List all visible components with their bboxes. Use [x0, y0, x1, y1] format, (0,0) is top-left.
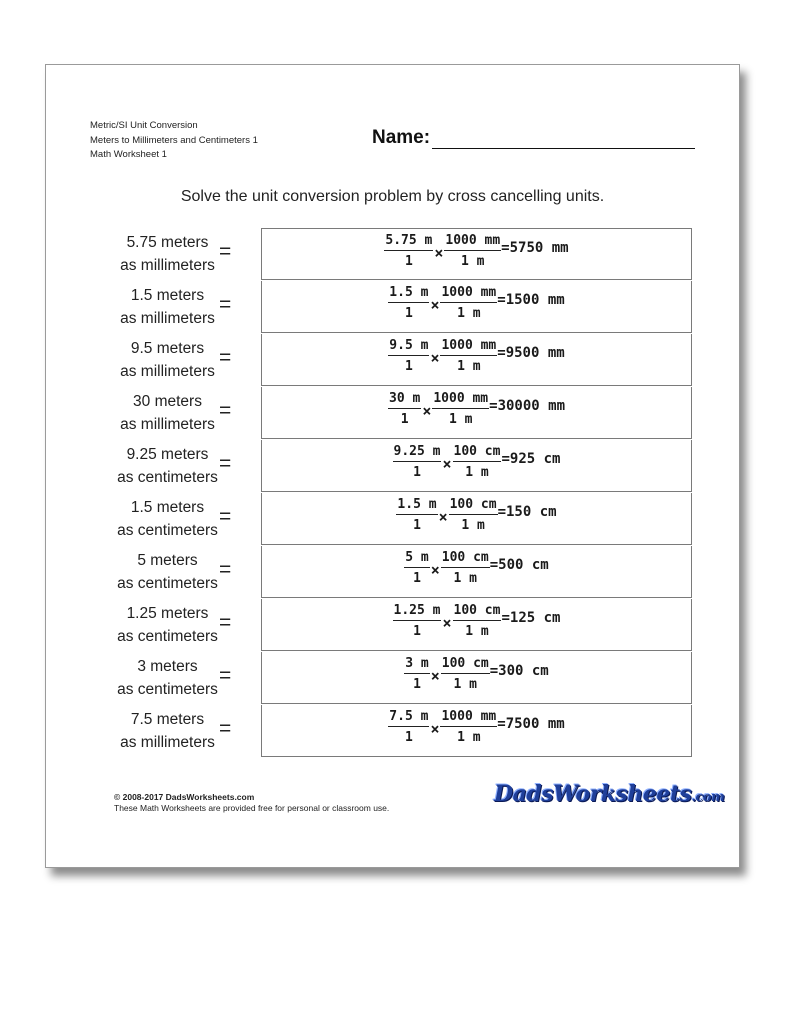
conversion-numerator: 100 cm [441, 656, 490, 674]
given-denominator: 1 [413, 465, 421, 480]
given-fraction [393, 444, 442, 480]
question-quantity: 1.5 meters [130, 287, 205, 304]
question-quantity: 9.25 meters [126, 446, 209, 463]
problem-question [112, 655, 223, 701]
name-label: Name: [372, 127, 431, 148]
given-fraction [384, 233, 433, 269]
given-numerator: 1.5 m [396, 497, 437, 515]
answer-result: =500 cm [489, 557, 549, 573]
given-denominator: 1 [413, 677, 421, 692]
multiply-sign: × [430, 349, 440, 367]
answer-box [261, 228, 692, 280]
multiply-sign: × [442, 455, 452, 473]
equals-sign: = [219, 505, 232, 528]
given-fraction [404, 656, 429, 692]
question-target-unit: as millimeters [120, 416, 215, 433]
worked-answer [262, 603, 691, 639]
problem-question [112, 390, 223, 436]
question-quantity: 3 meters [137, 658, 198, 675]
conversion-fraction [449, 497, 498, 533]
given-fraction [388, 285, 429, 321]
conversion-fraction [432, 391, 489, 427]
conversion-fraction [441, 550, 490, 586]
answer-result: =30000 mm [489, 398, 565, 414]
multiply-sign: × [430, 561, 440, 579]
given-denominator: 1 [404, 730, 413, 745]
problem-row [46, 334, 739, 387]
answer-result: =300 cm [489, 663, 549, 679]
equals-sign: = [219, 346, 232, 369]
usage-note: These Math Worksheets are provided free for personal or classroom use. [114, 803, 390, 813]
conversion-denominator: 1 m [449, 412, 473, 427]
given-numerator: 1.5 m [388, 285, 429, 303]
worked-answer [262, 709, 691, 745]
given-fraction [388, 709, 429, 745]
given-denominator: 1 [404, 359, 413, 374]
conversion-denominator: 1 m [457, 359, 481, 374]
worksheet-page [45, 64, 740, 868]
question-target-unit: as millimeters [120, 257, 215, 274]
given-numerator: 3 m [404, 656, 429, 674]
conversion-denominator: 1 m [461, 518, 485, 533]
conversion-denominator: 1 m [457, 306, 481, 321]
given-fraction [393, 603, 442, 639]
question-quantity: 30 meters [133, 393, 202, 410]
given-numerator: 9.25 m [393, 444, 442, 462]
equals-sign: = [219, 399, 232, 422]
equals-sign: = [219, 558, 232, 581]
conversion-numerator: 100 cm [453, 603, 502, 621]
multiply-sign: × [434, 244, 444, 262]
answer-box [261, 440, 692, 492]
instructions: Solve the unit conversion problem by cross cancelling units. [180, 188, 605, 205]
logo-suffix-text: .com [691, 790, 725, 805]
given-fraction [404, 550, 429, 586]
question-target-unit: as millimeters [120, 310, 215, 327]
conversion-fraction [441, 656, 490, 692]
worked-answer [262, 497, 691, 533]
conversion-denominator: 1 m [465, 624, 489, 639]
given-denominator: 1 [400, 412, 409, 427]
given-numerator: 30 m [388, 391, 421, 409]
conversion-fraction [440, 285, 497, 321]
conversion-numerator: 1000 mm [432, 391, 489, 409]
worked-answer [262, 285, 691, 321]
problem-row [46, 281, 739, 334]
conversion-denominator: 1 m [461, 254, 485, 269]
worked-answer [262, 391, 691, 427]
answer-box [261, 599, 692, 651]
given-denominator: 1 [404, 306, 413, 321]
answer-box [261, 652, 692, 704]
answer-box [261, 546, 692, 598]
question-quantity: 7.5 meters [130, 711, 205, 728]
problem-question [112, 602, 223, 648]
multiply-sign: × [442, 614, 452, 632]
problem-row [46, 387, 739, 440]
answer-box [261, 281, 692, 333]
answer-box [261, 334, 692, 386]
problem-row [46, 493, 739, 546]
question-target-unit: as centimeters [117, 628, 218, 645]
question-quantity: 9.5 meters [130, 340, 205, 357]
given-numerator: 1.25 m [393, 603, 442, 621]
answer-result: =5750 mm [501, 240, 569, 256]
answer-result: =9500 mm [497, 345, 565, 361]
given-numerator: 5 m [404, 550, 429, 568]
answer-box [261, 493, 692, 545]
question-quantity: 5 meters [137, 552, 198, 569]
equals-sign: = [219, 452, 232, 475]
equals-sign: = [219, 664, 232, 687]
given-fraction [388, 338, 429, 374]
equals-sign: = [219, 240, 232, 263]
conversion-fraction [453, 444, 502, 480]
header-subject: Metric/SI Unit Conversion [90, 120, 198, 131]
problem-row [46, 228, 739, 281]
problem-row [46, 440, 739, 493]
given-fraction [388, 391, 421, 427]
worked-answer [262, 338, 691, 374]
worked-answer [262, 550, 691, 586]
problem-question [112, 443, 223, 489]
question-quantity: 5.75 meters [126, 234, 209, 251]
multiply-sign: × [430, 720, 440, 738]
given-fraction [396, 497, 437, 533]
multiply-sign: × [430, 667, 440, 685]
problem-row [46, 599, 739, 652]
question-target-unit: as centimeters [117, 522, 218, 539]
conversion-numerator: 1000 mm [440, 709, 497, 727]
answer-result: =925 cm [501, 451, 561, 467]
worked-answer [262, 444, 691, 480]
equals-sign: = [219, 293, 232, 316]
equals-sign: = [219, 611, 232, 634]
conversion-numerator: 100 cm [453, 444, 502, 462]
conversion-denominator: 1 m [453, 571, 477, 586]
problem-row [46, 652, 739, 705]
multiply-sign: × [430, 296, 440, 314]
problem-row [46, 546, 739, 599]
problem-question [112, 337, 223, 383]
header-worksheet-number: Math Worksheet 1 [90, 149, 167, 160]
multiply-sign: × [422, 402, 432, 420]
answer-result: =7500 mm [497, 716, 565, 732]
conversion-denominator: 1 m [453, 677, 477, 692]
conversion-numerator: 100 cm [441, 550, 490, 568]
worked-answer [262, 233, 691, 269]
given-denominator: 1 [413, 518, 421, 533]
problem-question [112, 496, 223, 542]
conversion-numerator: 100 cm [449, 497, 498, 515]
multiply-sign: × [438, 508, 448, 526]
given-denominator: 1 [404, 254, 413, 269]
question-quantity: 1.25 meters [126, 605, 209, 622]
question-target-unit: as centimeters [117, 575, 218, 592]
logo-main-text: DadsWorksheets [494, 781, 692, 807]
question-target-unit: as centimeters [117, 681, 218, 698]
name-field [372, 127, 695, 149]
question-target-unit: as millimeters [120, 734, 215, 751]
name-line [432, 128, 695, 149]
worked-answer [262, 656, 691, 692]
problem-row [46, 705, 739, 758]
question-target-unit: as millimeters [120, 363, 215, 380]
given-denominator: 1 [413, 624, 421, 639]
header-topic: Meters to Millimeters and Centimeters 1 [90, 134, 258, 146]
question-target-unit: as centimeters [117, 469, 218, 486]
conversion-denominator: 1 m [465, 465, 489, 480]
conversion-fraction [440, 338, 497, 374]
answer-result: =150 cm [497, 504, 557, 520]
problem-question [112, 284, 223, 330]
answer-result: =125 cm [501, 610, 561, 626]
conversion-numerator: 1000 mm [440, 285, 497, 303]
conversion-denominator: 1 m [457, 730, 481, 745]
conversion-numerator: 1000 mm [440, 338, 497, 356]
conversion-fraction [453, 603, 502, 639]
given-numerator: 7.5 m [388, 709, 429, 727]
answer-box [261, 705, 692, 757]
given-denominator: 1 [413, 571, 421, 586]
footer [114, 792, 389, 814]
answer-result: =1500 mm [497, 292, 565, 308]
question-quantity: 1.5 meters [130, 499, 205, 516]
equals-sign: = [219, 717, 232, 740]
dadsworksheets-logo [494, 781, 724, 807]
conversion-fraction [444, 233, 501, 269]
problem-question [112, 549, 223, 595]
given-numerator: 5.75 m [384, 233, 433, 251]
problem-question [112, 231, 223, 277]
worksheet-header [90, 119, 258, 163]
answer-box [261, 387, 692, 439]
copyright-text: © 2008-2017 DadsWorksheets.com [114, 792, 255, 802]
given-numerator: 9.5 m [388, 338, 429, 356]
conversion-fraction [440, 709, 497, 745]
problem-question [112, 708, 223, 754]
conversion-numerator: 1000 mm [444, 233, 501, 251]
